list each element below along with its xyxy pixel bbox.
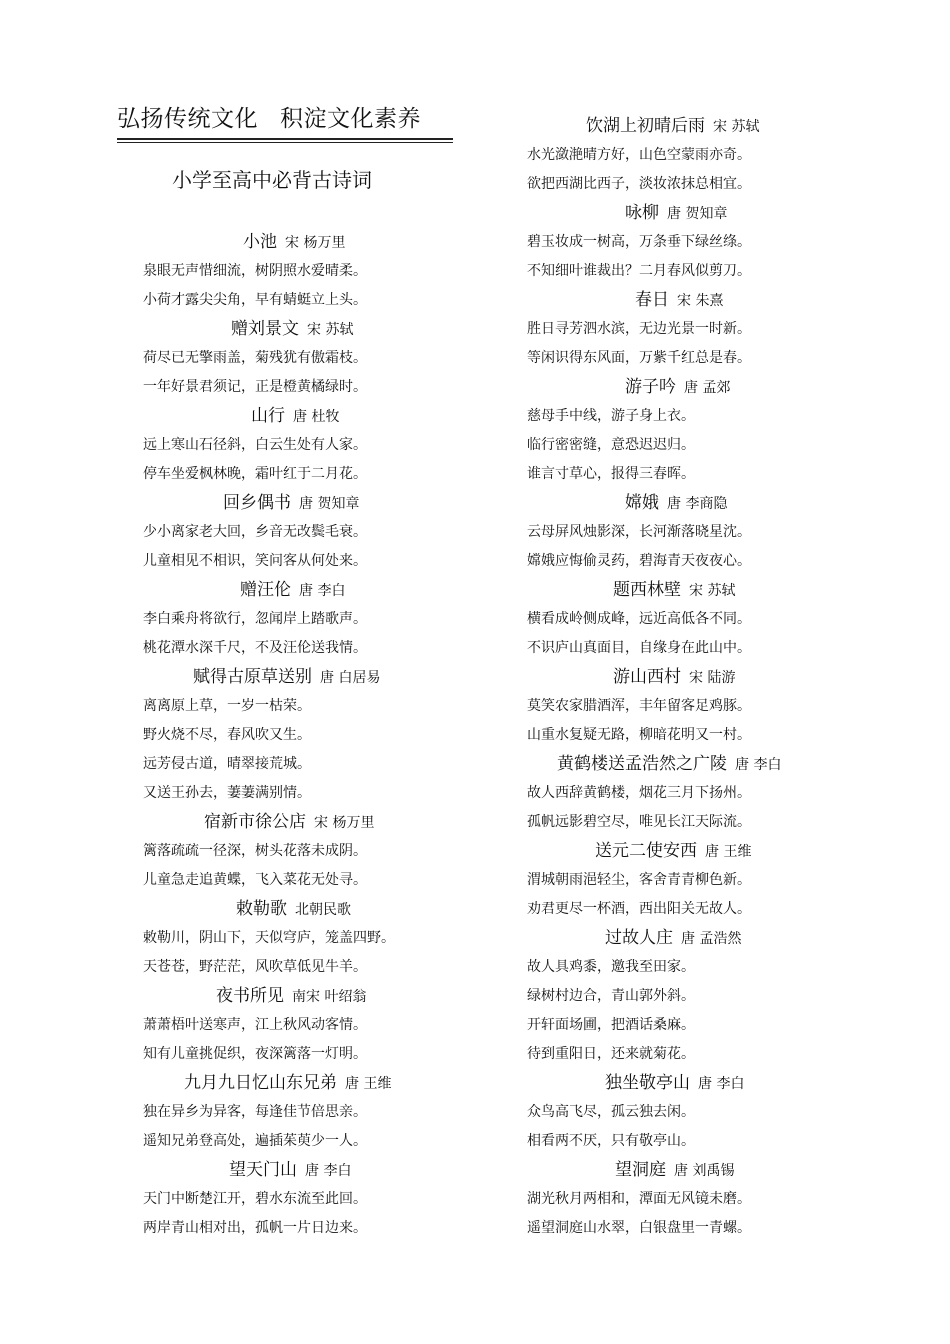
- poem-author: 唐 刘禹锡: [674, 1163, 735, 1179]
- poem-line: 儿童急走追黄蝶，飞入菜花无处寻。: [143, 872, 367, 888]
- poem-author: 宋 杨万里: [285, 235, 346, 251]
- poem-name: 小池: [243, 232, 277, 252]
- poem-author: 宋 苏轼: [689, 583, 736, 599]
- page-subtitle: 小学至高中必背古诗词: [172, 168, 372, 192]
- poem-title: [143, 808, 483, 837]
- poem-name: 饮湖上初晴后雨: [586, 116, 705, 136]
- poem-name: 回乡偶书: [223, 493, 291, 513]
- poem-line: 儿童相见不相识，笑问客从何处来。: [143, 553, 367, 569]
- poem-line: 敕勒川，阴山下，天似穹庐，笼盖四野。: [143, 930, 395, 946]
- poem-name: 独坐敬亭山: [605, 1073, 690, 1093]
- poem-line: 劝君更尽一杯酒，西出阳关无故人。: [527, 901, 751, 917]
- poem-title: [143, 895, 483, 924]
- poem-line: 遥望洞庭山水翠，白银盘里一青螺。: [527, 1220, 751, 1236]
- poem-line: 桃花潭水深千尺，不及汪伦送我情。: [143, 640, 367, 656]
- poem-line: 知有儿童挑促织，夜深篱落一灯明。: [143, 1046, 367, 1062]
- title-part-1: 弘扬传统文化: [117, 106, 258, 132]
- poem-title: [143, 315, 483, 344]
- poem-author: 唐 王维: [705, 844, 752, 860]
- poem-title: [527, 924, 847, 953]
- poem-line: 野火烧不尽，春风吹又生。: [143, 727, 311, 743]
- poem-title: [527, 663, 847, 692]
- poem-author: 唐 李白: [698, 1076, 745, 1092]
- poem-line: 两岸青山相对出，孤帆一片日边来。: [143, 1220, 367, 1236]
- poem-line: 胜日寻芳泗水滨，无边光景一时新。: [527, 321, 751, 337]
- poem-author: 南宋 叶绍翁: [292, 989, 367, 1005]
- poem-line: 临行密密缝，意恐迟迟归。: [527, 437, 695, 453]
- title-underline-thin: [117, 142, 453, 143]
- poem-author: 唐 贺知章: [667, 206, 728, 222]
- poem-title: [143, 402, 483, 431]
- poem-title: [527, 112, 847, 141]
- poem-line: 湖光秋月两相和，潭面无风镜未磨。: [527, 1191, 751, 1207]
- poem-name: 宿新市徐公店: [204, 812, 306, 832]
- poem-title: [143, 982, 483, 1011]
- header: [117, 100, 453, 143]
- poem-line: 云母屏风烛影深，长河渐落晓星沈。: [527, 524, 751, 540]
- poem-line: 嫦娥应悔偷灵药，碧海青天夜夜心。: [527, 553, 751, 569]
- right-column: [527, 112, 847, 1243]
- poem-line: 水光潋滟晴方好，山色空蒙雨亦奇。: [527, 147, 751, 163]
- poem-author: 唐 李白: [735, 757, 782, 773]
- poem-line: 莫笑农家腊酒浑，丰年留客足鸡豚。: [527, 698, 751, 714]
- poem-line: 遥知兄弟登高处，遍插茱萸少一人。: [143, 1133, 367, 1149]
- poem-line: 碧玉妆成一树高，万条垂下绿丝绦。: [527, 234, 751, 250]
- poem-line: 横看成岭侧成峰，远近高低各不同。: [527, 611, 751, 627]
- page-title: [117, 100, 453, 132]
- poem-name: 题西林壁: [613, 580, 681, 600]
- poem-author: 宋 陆游: [689, 670, 736, 686]
- poem-line: 天门中断楚江开，碧水东流至此回。: [143, 1191, 367, 1207]
- poem-line: 独在异乡为异客，每逢佳节倍思亲。: [143, 1104, 367, 1120]
- poem-line: 故人西辞黄鹤楼，烟花三月下扬州。: [527, 785, 751, 801]
- poem-author: 北朝民歌: [295, 902, 351, 918]
- poem-author: 宋 苏轼: [307, 322, 354, 338]
- poem-title: [527, 373, 847, 402]
- poem-name: 游山西村: [613, 667, 681, 687]
- poem-title: [527, 837, 847, 866]
- poem-line: 慈母手中线，游子身上衣。: [527, 408, 695, 424]
- poem-line: 篱落疏疏一径深，树头花落未成阴。: [143, 843, 367, 859]
- poem-name: 敕勒歌: [236, 899, 287, 919]
- poem-author: 唐 孟郊: [684, 380, 731, 396]
- poem-line: 等闲识得东风面，万紫千红总是春。: [527, 350, 751, 366]
- poem-author: 唐 白居易: [320, 670, 381, 686]
- poem-line: 相看两不厌，只有敬亭山。: [527, 1133, 695, 1149]
- poem-line: 谁言寸草心，报得三春晖。: [527, 466, 695, 482]
- poem-title: [143, 576, 483, 605]
- poem-title: [143, 663, 483, 692]
- poem-name: 夜书所见: [216, 986, 284, 1006]
- poem-line: 荷尽已无擎雨盖，菊残犹有傲霜枝。: [143, 350, 367, 366]
- poem-line: 李白乘舟将欲行，忽闻岸上踏歌声。: [143, 611, 367, 627]
- poem-line: 故人具鸡黍，邀我至田家。: [527, 959, 695, 975]
- poem-title: [527, 489, 847, 518]
- poem-name: 望天门山: [229, 1160, 297, 1180]
- poem-name: 赋得古原草送别: [193, 667, 312, 687]
- poem-author: 宋 杨万里: [314, 815, 375, 831]
- poem-name: 嫦娥: [625, 493, 659, 513]
- poem-line: 不知细叶谁裁出？二月春风似剪刀。: [527, 263, 751, 279]
- poem-name: 九月九日忆山东兄弟: [184, 1073, 337, 1093]
- poem-author: 唐 王维: [345, 1076, 392, 1092]
- poem-name: 山行: [251, 406, 285, 426]
- poem-line: 远芳侵古道，晴翠接荒城。: [143, 756, 311, 772]
- title-underline-thick: [117, 138, 453, 140]
- poem-line: 孤帆远影碧空尽，唯见长江天际流。: [527, 814, 751, 830]
- poem-name: 赠汪伦: [240, 580, 291, 600]
- poem-title: [143, 489, 483, 518]
- poem-name: 送元二使安西: [595, 841, 697, 861]
- poem-author: 唐 李商隐: [667, 496, 728, 512]
- poem-title: [527, 199, 847, 228]
- title-part-2: 积淀文化素养: [280, 106, 421, 132]
- poem-line: 又送王孙去，萋萋满别情。: [143, 785, 311, 801]
- poem-line: 天苍苍，野茫茫，风吹草低见牛羊。: [143, 959, 367, 975]
- poem-line: 一年好景君须记，正是橙黄橘绿时。: [143, 379, 367, 395]
- poem-author: 唐 李白: [299, 583, 346, 599]
- poem-author: 宋 朱熹: [677, 293, 724, 309]
- poem-name: 游子吟: [625, 377, 676, 397]
- poem-name: 望洞庭: [615, 1160, 666, 1180]
- poem-author: 唐 孟浩然: [681, 931, 742, 947]
- poem-line: 离离原上草，一岁一枯荣。: [143, 698, 311, 714]
- poem-line: 渭城朝雨浥轻尘，客舍青青柳色新。: [527, 872, 751, 888]
- poem-name: 春日: [635, 290, 669, 310]
- poem-name: 咏柳: [625, 203, 659, 223]
- poem-line: 萧萧梧叶送寒声，江上秋风动客情。: [143, 1017, 367, 1033]
- poem-title: [527, 1069, 847, 1098]
- poem-author: 唐 杜牧: [293, 409, 340, 425]
- poem-name: 赠刘景文: [231, 319, 299, 339]
- poem-line: 远上寒山石径斜，白云生处有人家。: [143, 437, 367, 453]
- poem-title: [527, 286, 847, 315]
- poem-title: [143, 1069, 483, 1098]
- poem-line: 待到重阳日，还来就菊花。: [527, 1046, 695, 1062]
- left-column: [143, 228, 483, 1243]
- poem-name: 过故人庄: [605, 928, 673, 948]
- poem-title: [527, 1156, 847, 1185]
- poem-author: 宋 苏轼: [713, 119, 760, 135]
- poem-title: [143, 228, 483, 257]
- poem-line: 开轩面场圃，把酒话桑麻。: [527, 1017, 695, 1033]
- poem-line: 小荷才露尖尖角，早有蜻蜓立上头。: [143, 292, 367, 308]
- poem-line: 众鸟高飞尽，孤云独去闲。: [527, 1104, 695, 1120]
- poem-line: 绿树村边合，青山郭外斜。: [527, 988, 695, 1004]
- poem-line: 少小离家老大回，乡音无改鬓毛衰。: [143, 524, 367, 540]
- poem-line: 欲把西湖比西子，淡妆浓抹总相宜。: [527, 176, 751, 192]
- poem-line: 不识庐山真面目，自缘身在此山中。: [527, 640, 751, 656]
- poem-line: 泉眼无声惜细流，树阴照水爱晴柔。: [143, 263, 367, 279]
- poem-title: [527, 576, 847, 605]
- poem-author: 唐 贺知章: [299, 496, 360, 512]
- poem-line: 山重水复疑无路，柳暗花明又一村。: [527, 727, 751, 743]
- poem-line: 停车坐爱枫林晚，霜叶红于二月花。: [143, 466, 367, 482]
- poem-title: [527, 750, 847, 779]
- poem-title: [143, 1156, 483, 1185]
- poem-name: 黄鹤楼送孟浩然之广陵: [557, 754, 727, 774]
- poem-author: 唐 李白: [305, 1163, 352, 1179]
